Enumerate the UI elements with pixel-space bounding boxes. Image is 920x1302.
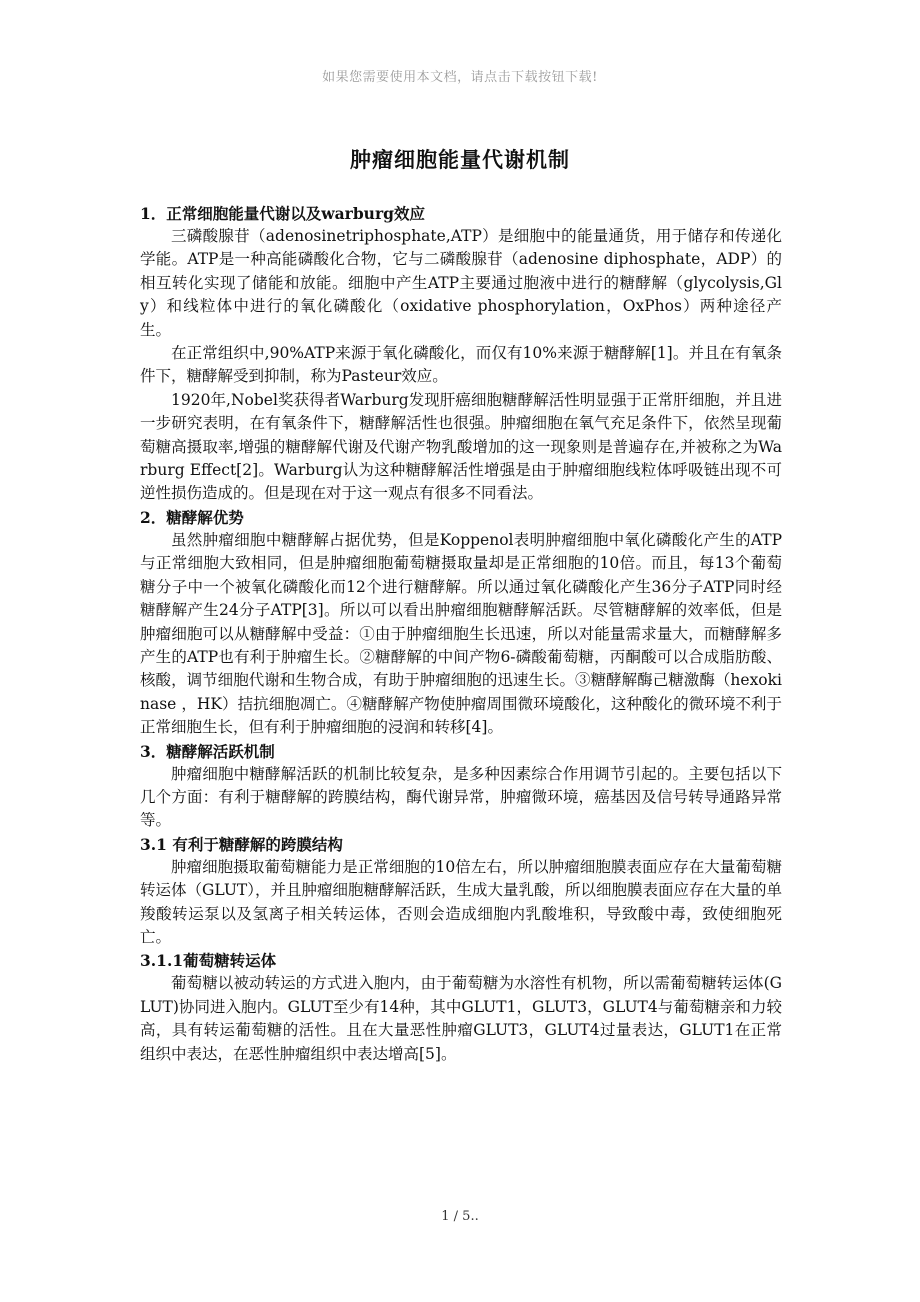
section-heading: 3.1.1葡萄糖转运体 — [140, 951, 277, 971]
document-body — [140, 202, 782, 1066]
section-2 — [140, 506, 782, 740]
section-heading: 3.1 有利于糖酵解的跨膜结构 — [140, 834, 343, 854]
section-3-1 — [140, 833, 782, 950]
section-heading: 3．糖酵解活跃机制 — [140, 741, 275, 761]
paragraph: 肿瘤细胞摄取葡萄糖能力是正常细胞的10倍左右，所以肿瘤细胞膜表面应存在大量葡萄糖转运体（GLUT），并且肿瘤细胞糖酵解活跃，生成大量乳酸，所以细胞膜表面应存在大量的单羧酸转运泵以及氢离子相关转运体，否则会造成细胞内乳酸堆积，导致酸中毒，致使细胞死亡。 — [140, 857, 782, 946]
section-3-1-1 — [140, 949, 782, 1066]
section-1 — [140, 202, 782, 506]
section-heading: 1．正常细胞能量代谢以及warburg效应 — [140, 204, 425, 223]
section-heading: 2．糖酵解优势 — [140, 507, 244, 527]
paragraph: 在正常组织中,90%ATP来源于氧化磷酸化，而仅有10%来源于糖酵解[1]。并且在有氧条件下，糖酵解受到抑制，称为Pasteur效应。 — [140, 344, 782, 386]
paragraph: 葡萄糖以被动转运的方式进入胞内，由于葡萄糖为水溶性有机物，所以需葡萄糖转运体(GLUT)协同进入胞内。GLUT至少有14种，其中GLUT1，GLUT3，GLUT4与葡萄糖亲和力较高，具有转运葡萄糖的活性。且在大量恶性肿瘤GLUT3，GLUT4过量表达，GLUT1在正常组织中表达，在恶性肿瘤组织中表达增高[5]。 — [140, 974, 782, 1063]
page-number: 1 / 5.. — [441, 1209, 479, 1224]
paragraph: 肿瘤细胞中糖酵解活跃的机制比较复杂，是多种因素综合作用调节引起的。主要包括以下几个方面：有利于糖酵解的跨膜结构，酶代谢异常，肿瘤微环境，癌基因及信号转导通路异常等。 — [140, 764, 782, 830]
section-3 — [140, 740, 782, 833]
paragraph: 虽然肿瘤细胞中糖酵解占据优势，但是Koppenol表明肿瘤细胞中氧化磷酸化产生的ATP与正常细胞大致相同，但是肿瘤细胞葡萄糖摄取量却是正常细胞的10倍。而且，每13个葡萄糖分子中一个被氧化磷酸化而12个进行糖酵解。所以通过氧化磷酸化产生36分子ATP同时经糖酵解产生24分子ATP[3]。所以可以看出肿瘤细胞糖酵解活跃。尽管糖酵解的效率低，但是肿瘤细胞可以从糖酵解中受益：①由于肿瘤细胞生长迅速，所以对能量需求量大，而糖酵解多产生的ATP也有利于肿瘤生长。②糖酵解的中间产物6-磷酸葡萄糖，丙酮酸可以合成脂肪酸、核酸，调节细胞代谢和生物合成，有助于肿瘤细胞的迅速生长。③糖酵解酶己糖激酶（hexokinase ，HK）拮抗细胞凋亡。④糖酵解产物使肿瘤周围微环境酸化，这种酸化的微环境不利于正常细胞生长，但有利于肿瘤细胞的浸润和转移[4]。 — [140, 530, 782, 737]
document-title: 肿瘤细胞能量代谢机制 — [350, 147, 570, 172]
paragraph: 1920年,Nobel奖获得者Warburg发现肝癌细胞糖酵解活性明显强于正常肝细胞，并且进一步研究表明，在有氧条件下，糖酵解活性也很强。肿瘤细胞在氧气充足条件下，依然呈现葡萄糖高摄取率,增强的糖酵解代谢及代谢产物乳酸增加的这一现象则是普遍存在,并被称之为Warburg Effect[2]。Warburg认为这种糖酵解活性增强是由于肿瘤细胞线粒体呼吸链出现不可逆性损伤造成的。但是现在对于这一观点有很多不同看法。 — [140, 390, 782, 503]
paragraph: 三磷酸腺苷（adenosinetriphosphate,ATP）是细胞中的能量通货，用于储存和传递化学能。ATP是一种高能磷酸化合物，它与二磷酸腺苷（adenosine diphosphate，ADP）的相互转化实现了储能和放能。细胞中产生ATP主要通过胞液中进行的糖酵解（glycolysis,Gly）和线粒体中进行的氧化磷酸化（oxidative phosphorylation，OxPhos）两种途径产生。 — [140, 227, 782, 339]
download-banner: 如果您需要使用本文档，请点击下载按钮下载! — [322, 70, 598, 85]
